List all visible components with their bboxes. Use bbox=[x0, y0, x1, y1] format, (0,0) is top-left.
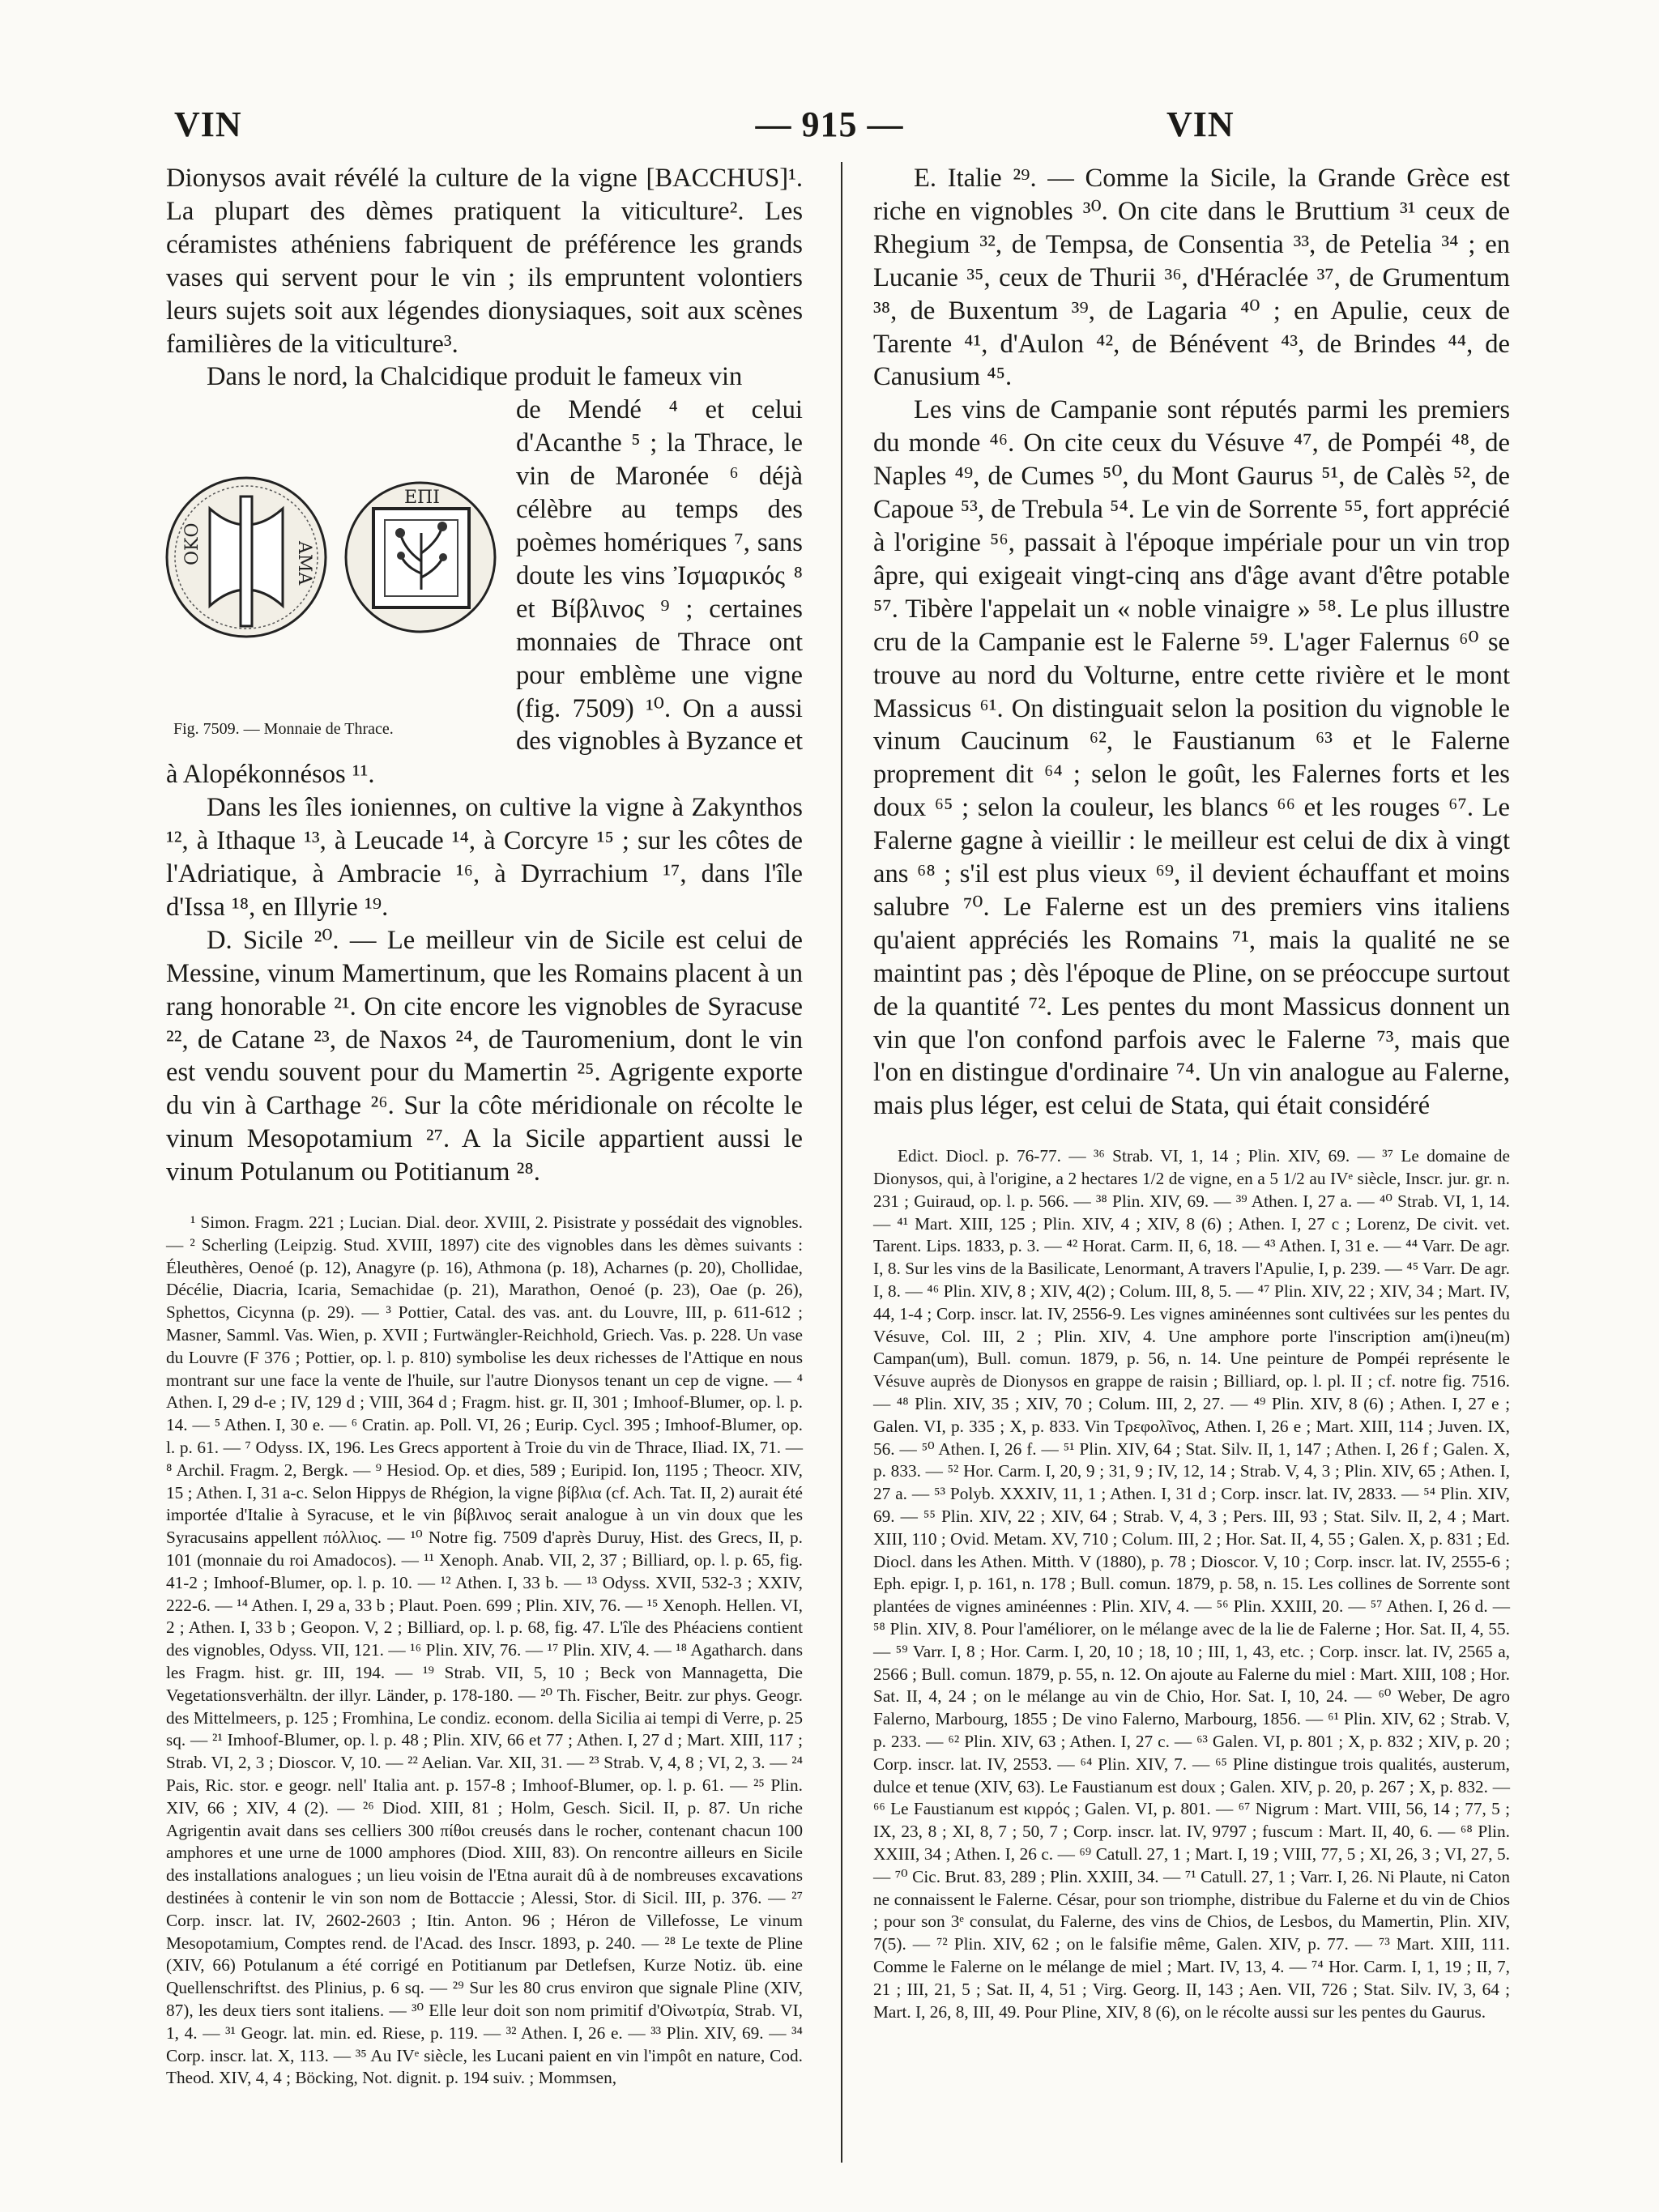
svg-text:ΑΜΑ: ΑΜΑ bbox=[294, 541, 314, 586]
paragraph-italie: E. Italie ²⁹. — Comme la Sicile, la Grande Grèce est riche en vignobles ³⁰. On cite dans le Bruttium ³¹ ceux de Rhegium ³², de Tempsa, de Consentia ³³, de Petelia ³⁴ ; en Lucanie ³⁵, ceux de Thurii ³⁶, d'Héraclée ³⁷, de Grumentum ³⁸, de Buxentum ³⁹, de Lagaria ⁴⁰ ; en Apulie, ceux de Tarente ⁴¹, d'Aulon ⁴², de Bénévent ⁴³, de Brindes ⁴⁴, de Canusium ⁴⁵. bbox=[873, 164, 1510, 392]
paragraph-campanie: Les vins de Campanie sont réputés parmi les premiers du monde ⁴⁶. On cite ceux du Vésuve ⁴⁷, de Pompéi ⁴⁸, de Naples ⁴⁹, de Cumes ⁵⁰, du Mont Gaurus ⁵¹, de Calès ⁵², de Capoue ⁵³, de Trebula ⁵⁴. Le vin de Sorrente ⁵⁵, fort apprécié à l'origine ⁵⁶, passait à l'époque impériale pour un vin trop âpre, qui exigeait vingt-cinq ans d'âge avant d'être potable ⁵⁷. Tibère l'appelait un « noble vinaigre » ⁵⁸. Le plus illustre cru de la Campanie est le Falerne ⁵⁹. L'ager Falernus ⁶⁰ se trouve au nord du Volturne, entre cette rivière et le mont Massicus ⁶¹. On distinguait selon la position du vignoble le vinum Caucinum ⁶², le Faustianum ⁶³ et le Falerne proprement dit ⁶⁴ ; selon le goût, les Falernes forts et les doux ⁶⁵ ; selon la couleur, les blancs ⁶⁶ et les rouges ⁶⁷. Le Falerne gagne à vieillir : le meilleur est celui de dix à vingt ans ⁶⁸ ; s'il est plus vieux ⁶⁹, il devient échauffant et moins salubre ⁷⁰. Le Falerne est un des premiers vins italiens qu'aient appréciés les Romains ⁷¹, mais la qualité ne se maintint pas ; dès l'époque de Pline, on se préoccupe surtout de la quantité ⁷². Les pentes du mont Massicus donnent un vin que l'on confond parfois avec le Falerne ⁷³, mais que l'on en distingue d'ordinaire ⁷⁴. Un vin analogue au Falerne, mais plus léger, est celui de Stata, qui était considéré bbox=[873, 395, 1510, 1121]
right-column bbox=[873, 162, 1510, 2023]
coin-reverse bbox=[346, 483, 495, 632]
right-footnotes bbox=[873, 1145, 1510, 2023]
figure-caption: Fig. 7509. — Monnaie de Thrace. bbox=[173, 720, 394, 739]
running-header-left: VIN bbox=[174, 104, 242, 144]
thrace-coin-illustration bbox=[161, 420, 501, 711]
left-footnotes-text: ¹ Simon. Fragm. 221 ; Lucian. Dial. deor. XVIII, 2. Pisistrate y possédait des vignobles. — ² Scherling (Leipzig. Stud. XVIII, 1897) cite des vignobles dans les dèmes suivants : Éleuthères, Oenoé (p. 12), Anagyre (p. 16), Athmona (p. 18), Acharnes (p. 20), Chollidae, Décélie, Diacria, Icaria, Semachidae (p. 21), Marathon, Oenoé (p. 23), Oae (p. 26), Sphettos, Cicynna (p. 29). — ³ Pottier, Catal. des vas. ant. du Louvre, III, p. 611-612 ; Masner, Samml. Vas. Wien, p. XVII ; Furtwängler-Reichhold, Griech. Vas. p. 228. Un vase du Louvre (F 376 ; Pottier, op. l. p. 810) symbolise les deux richesses de l'Attique en nous montrant sur une face la vente de l'huile, sur l'autre Dionysos tenant un cep de vigne. — ⁴ Athen. I, 29 d-e ; IV, 129 d ; VIII, 364 d ; Fragm. hist. gr. II, 301 ; Imhoof-Blumer, op. l. p. 14. — ⁵ Athen. I, 30 e. — ⁶ Cratin. ap. Poll. VI, 26 ; Eurip. Cycl. 395 ; Imhoof-Blumer, op. l. p. 61. — ⁷ Odyss. IX, 196. Les Grecs apportent à Troie du vin de Thrace, Iliad. IX, 71. — ⁸ Archil. Fragm. 2, Bergk. — ⁹ Hesiod. Op. et dies, 589 ; Euripid. Ion, 1195 ; Theocr. XIV, 15 ; Athen. I, 31 a-c. Selon Hippys de Rhégion, la vigne βίβλια (cf. Ach. Tat. II, 2) aurait été importée d'Italie à Syracuse, et le vin βίβλινος serait analogue à un vin doux que les Syracusains appellent πόλλιος. — ¹⁰ Notre fig. 7509 d'après Duruy, Hist. des Grecs, II, p. 101 (monnaie du roi Amadocos). — ¹¹ Xenoph. Anab. VII, 2, 37 ; Billiard, op. l. p. 65, fig. 41-2 ; Imhoof-Blumer, op. l. p. 10. — ¹² Athen. I, 33 b. — ¹³ Odyss. XVII, 532-3 ; XXIV, 222-6. — ¹⁴ Athen. I, 29 a, 33 b ; Plaut. Poen. 699 ; Plin. XIV, 76. — ¹⁵ Xenoph. Hellen. VI, 2 ; Athen. I, 33 b ; Geopon. V, 2 ; Billiard, op. l. p. 68, fig. 47. L'île des Phéaciens contient des vignobles, Odyss. VII, 121. — ¹⁶ Plin. XIV, 76. — ¹⁷ Plin. XIV, 4. — ¹⁸ Agatharch. dans les Fragm. hist. gr. III, 194. — ¹⁹ Strab. VII, 5, 10 ; Beck von Mannagetta, Die Vegetationsverhältn. der illyr. Länder, p. 178-180. — ²⁰ Th. Fischer, Beitr. zur phys. Geogr. des Mittelmeers, p. 125 ; Fromhina, Le condiz. econom. della Sicilia ai tempi di Verre, p. 25 sq. — ²¹ Imhoof-Blumer, op. l. p. 48 ; Plin. XIV, 66 et 77 ; Athen. I, 27 d ; Mart. XIII, 117 ; Strab. VI, 2, 3 ; Dioscor. V, 10. — ²² Aelian. Var. XII, 31. — ²³ Strab. V, 4, 8 ; VI, 2, 3. — ²⁴ Pais, Ric. stor. e geogr. nell' Italia ant. p. 157-8 ; Imhoof-Blumer, op. l. p. 61. — ²⁵ Plin. XIV, 66 ; XIV, 4 (2). — ²⁶ Diod. XIII, 81 ; Holm, Gesch. Sicil. II, p. 87. Un riche Agrigentin avait dans ses celliers 300 πίθοι creusés dans le rocher, contenant chacun 100 amphores et une urne de 1000 amphores (Diod. XIII, 83). On rencontre ailleurs en Sicile des installations analogues ; un lieu voisin de l'Etna aurait dû à de nombreuses excavations destinées à contenir le vin son nom de Bottaccie ; Alessi, Stor. di Sicil. III, p. 376. — ²⁷ Corp. inscr. lat. IV, 2602-2603 ; Itin. Anton. 96 ; Héron de Villefosse, Le vinum Mesopotamium, Comptes rend. de l'Acad. des Inscr. 1893, p. 240. — ²⁸ Le texte de Pline (XIV, 66) Potulanum a été corrigé en Potitianum par Detlefsen, Kurze Notiz. üb. eine Quellenschriftst. des Plinius, p. 6 sq. — ²⁹ Sur les 80 crus environ que signale Pline (XIV, 87), les deux tiers sont italiens. — ³⁰ Elle leur doit son nom primitif d'Oἰνωτρία, Strab. VI, 1, 4. — ³¹ Geogr. lat. min. ed. Riese, p. 119. — ³² Athen. I, 26 e. — ³³ Plin. XIV, 69. — ³⁴ Corp. inscr. lat. X, 113. — ³⁵ Au IVᵉ siècle, les Lucani paient en vin l'impôt en nature, Cod. Theod. XIV, 4, 4 ; Böcking, Not. dignit. p. 194 suiv. ; Mommsen, bbox=[166, 1213, 803, 2088]
paragraph-chalcidique-rest: de Mendé ⁴ et celui d'Acanthe ⁵ ; la Thrace, le vin de Maronée ⁶ déjà célèbre au temps des poèmes homériques ⁷, sans doute les vins Ἰσμαρικός ⁸ et Βίβλινος ⁹ ; certaines monnaies de Thrace ont pour emblème une vigne (fig. 7509) ¹⁰. On a aussi des vignobles à Byzance et à Alopékonnésos ¹¹. bbox=[166, 395, 803, 790]
left-body-text bbox=[166, 162, 803, 1189]
paragraph-iles-ioniennes: Dans les îles ioniennes, on cultive la vigne à Zakynthos ¹², à Ithaque ¹³, à Leucade ¹⁴, à Corcyre ¹⁵ ; sur les côtes de l'Adriatique, à Ambracie ¹⁶, à Dyrrachium ¹⁷, dans l'île d'Issa ¹⁸, en Illyrie ¹⁹. bbox=[166, 793, 803, 922]
paragraph-chalcidique-start: Dans le nord, la Chalcidique produit le fameux vin bbox=[207, 362, 743, 392]
paragraph-sicile: D. Sicile ²⁰. — Le meilleur vin de Sicile est celui de Messine, vinum Mamertinum, que les Romains placent à un rang honorable ²¹. On cite encore les vignobles de Syracuse ²², de Catane ²³, de Naxos ²⁴, de Tauromenium, dont le vin est vendu souvent pour du Mamertin ²⁵. Agrigente exporte du vin à Carthage ²⁶. Sur la côte méridionale on récolte le vinum Mesopotamium ²⁷. A la Sicile appartient aussi le vinum Potulanum ou Potitianum ²⁸. bbox=[166, 925, 803, 1187]
page-number: — 915 — bbox=[755, 104, 904, 144]
left-column bbox=[166, 162, 803, 2090]
coin-obverse bbox=[167, 478, 326, 637]
running-header-right: VIN bbox=[1166, 104, 1235, 144]
svg-text:ΕΠΙ: ΕΠΙ bbox=[404, 488, 440, 509]
coin-figure bbox=[161, 403, 501, 744]
right-footnotes-text: Edict. Diocl. p. 76-77. — ³⁶ Strab. VI, 1, 14 ; Plin. XIV, 69. — ³⁷ Le domaine de Dionysos, qui, à l'origine, a 2 hectares 1/2 de vigne, en a 5 1/2 au IVᵉ siècle, Inscr. jur. gr. n. 231 ; Guiraud, op. l. p. 566. — ³⁸ Plin. XIV, 69. — ³⁹ Athen. I, 27 a. — ⁴⁰ Strab. VI, 1, 14. — ⁴¹ Mart. XIII, 125 ; Plin. XIV, 4 ; XIV, 8 (6) ; Athen. I, 27 c ; Lorenz, De civit. vet. Tarent. Lips. 1833, p. 3. — ⁴² Horat. Carm. II, 6, 18. — ⁴³ Athen. I, 31 e. — ⁴⁴ Varr. De agr. I, 8. Sur les vins de la Basilicate, Lenormant, A travers l'Apulie, I, p. 239. — ⁴⁵ Varr. De agr. I, 8. — ⁴⁶ Plin. XIV, 8 ; XIV, 4(2) ; Colum. III, 8, 5. — ⁴⁷ Plin. XIV, 22 ; XIV, 34 ; Mart. IV, 44, 1-4 ; Corp. inscr. lat. IV, 2556-9. Les vignes aminéennes sont cultivées sur les pentes du Vésuve, Col. III, 2 ; Plin. XIV, 4. Une amphore porte l'inscription am(i)neu(m) Campan(um), Bull. comun. 1879, p. 56, n. 14. Une peinture de Pompéi représente le Vésuve auprès de Dionysos en grappe de raisin ; Billiard, op. l. pl. II ; cf. notre fig. 7516. — ⁴⁸ Plin. XIV, 35 ; XIV, 70 ; Colum. III, 2, 27. — ⁴⁹ Plin. XIV, 8 (6) ; Athen. I, 27 e ; Galen. VI, p. 335 ; X, p. 833. Vin Τρεφολῖνος, Athen. I, 26 e ; Mart. XIII, 114 ; Juven. IX, 56. — ⁵⁰ Athen. I, 26 f. — ⁵¹ Plin. XIV, 64 ; Stat. Silv. II, 1, 147 ; Athen. I, 26 f ; Galen. X, p. 833. — ⁵² Hor. Carm. I, 20, 9 ; 31, 9 ; IV, 12, 14 ; Strab. V, 4, 3 ; Plin. XIV, 65 ; Athen. I, 27 a. — ⁵³ Polyb. XXXIV, 11, 1 ; Athen. I, 31 d ; Corp. inscr. lat. IV, 2833. — ⁵⁴ Plin. XIV, 69. — ⁵⁵ Plin. XIV, 22 ; XIV, 64 ; Strab. V, 4, 3 ; Pers. III, 93 ; Stat. Silv. II, 2, 4 ; Mart. XIII, 110 ; Ovid. Metam. XV, 710 ; Colum. III, 2 ; Hor. Sat. II, 4, 55 ; Galen. X, p. 831 ; Ed. Diocl. dans les Athen. Mitth. V (1880), p. 78 ; Dioscor. V, 10 ; Corp. inscr. lat. IV, 2555-6 ; Eph. epigr. I, p. 161, n. 178 ; Bull. comun. 1879, p. 58, n. 15. Les collines de Sorrente sont plantées de vignes aminéennes : Plin. XIV, 4. — ⁵⁶ Plin. XXIII, 20. — ⁵⁷ Athen. I, 26 d. — ⁵⁸ Plin. XIV, 8. Pour l'améliorer, on le mélange avec de la lie de Falerne ; Hor. Sat. II, 4, 55. — ⁵⁹ Varr. I, 8 ; Hor. Carm. I, 20, 10 ; 18, 10 ; III, 1, 43, etc. ; Corp. inscr. lat. IV, 2565 a, 2566 ; Bull. comun. 1879, p. 55, n. 12. On ajoute au Falerne du miel : Mart. XIII, 108 ; Hor. Sat. II, 4, 24 ; on le mélange au vin de Chio, Hor. Sat. I, 10, 24. — ⁶⁰ Weber, De agro Falerno, Marbourg, 1855 ; De vino Falerno, Marbourg, 1856. — ⁶¹ Plin. XIV, 62 ; Strab. V, p. 233. — ⁶² Plin. XIV, 63 ; Athen. I, 27 c. — ⁶³ Galen. VI, p. 801 ; X, p. 832 ; XIV, p. 20 ; Corp. inscr. lat. IV, 2553. — ⁶⁴ Plin. XIV, 7. — ⁶⁵ Pline distingue trois qualités, austerum, dulce et tenue (XIV, 63). Le Faustianum est doux ; Galen. XIV, p. 20, p. 267 ; X, p. 832. — ⁶⁶ Le Faustianum est κιρρός ; Galen. VI, p. 801. — ⁶⁷ Nigrum : Mart. VIII, 56, 14 ; 77, 5 ; IX, 23, 8 ; XI, 8, 7 ; 50, 7 ; Corp. inscr. lat. IV, 9797 ; fuscum : Mart. II, 40, 6. — ⁶⁸ Plin. XXIII, 34 ; Athen. I, 26 c. — ⁶⁹ Catull. 27, 1 ; Mart. I, 19 ; VIII, 77, 5 ; XI, 26, 3 ; VI, 27, 5. — ⁷⁰ Cic. Brut. 83, 289 ; Plin. XXIII, 34. — ⁷¹ Catull. 27, 1 ; Varr. I, 26. Ni Plaute, ni Caton ne connaissent le Falerne. César, pour son triomphe, distribue du Falerne et du vin de Chios ; pour son 3ᵉ consulat, du Falerne, des vins de Chios, de Lesbos, du Mamertin, Plin. XIV, 7(5). — ⁷² Plin. XIV, 62 ; on le falsifie même, Galen. XIV, p. 77. — ⁷³ Mart. XIII, 111. Comme le Falerne on le mélange de miel ; Mart. IV, 13, 4. — ⁷⁴ Hor. Carm. I, 1, 19 ; II, 7, 21 ; III, 21, 5 ; Sat. II, 4, 51 ; Virg. Georg. II, 143 ; Aen. VII, 726 ; Stat. Silv. IV, 3, 64 ; Mart. I, 26, 8, III, 49. Pour Pline, XIV, 8 (6), on le récolte aussi sur les pentes du Gaurus. bbox=[873, 1146, 1510, 2022]
column-divider bbox=[841, 162, 842, 2163]
svg-text:ΟΚΟ: ΟΚΟ bbox=[182, 522, 203, 566]
left-footnotes bbox=[166, 1212, 803, 2090]
paragraph-dionysos: Dionysos avait révélé la culture de la vigne [BACCHUS]¹. La plupart des dèmes pratiquent la viticulture². Les céramistes athéniens fabriquent de préférence les grands vases qui servent pour le vin ; ils empruntent volontiers leurs sujets soit aux légendes dionysiaques, soit aux scènes familières de la viticulture³. bbox=[166, 164, 803, 359]
right-body-text bbox=[873, 162, 1510, 1123]
